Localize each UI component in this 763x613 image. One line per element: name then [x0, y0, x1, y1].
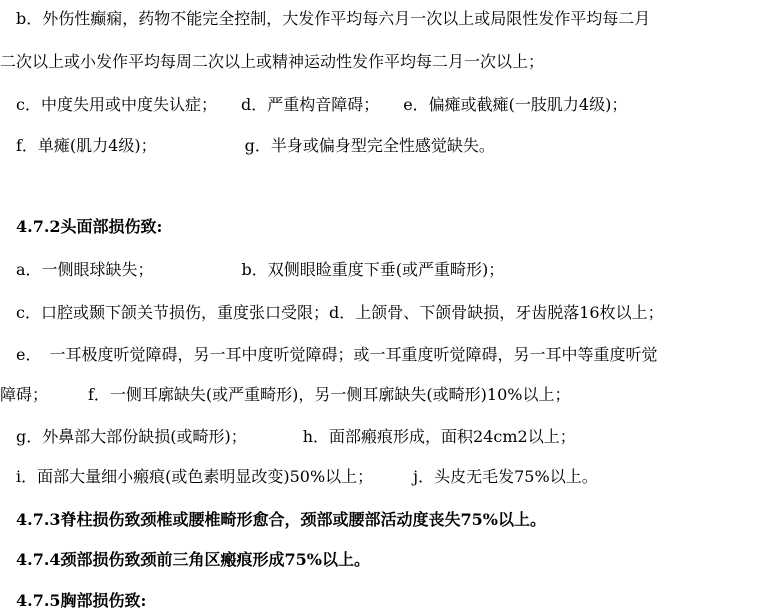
item-hearing-line-1: e． 一耳极度听觉障碍，另一耳中度听觉障碍；或一耳重度听觉障碍，另一耳中等重度听觉 — [0, 345, 658, 364]
item-nose-line: g．外鼻部大部份缺损(或畸形)； h．面部瘢痕形成，面积24cm2以上； — [0, 427, 576, 446]
item-scar-line: i．面部大量细小瘢痕(或色素明显改变)50%以上； j．头皮无毛发75%以上。 — [0, 467, 598, 486]
item-eye-line: a．一侧眼球缺失； b．双侧眼睑重度下垂(或严重畸形)； — [0, 260, 505, 279]
section-heading-4-7-5: 4.7.5胸部损伤致: — [0, 591, 147, 610]
paragraph-monoplegia-line: f．单瘫(肌力4级)； g．半身或偏身型完全性感觉缺失。 — [0, 136, 495, 155]
section-heading-4-7-3: 4.7.3脊柱损伤致颈椎或腰椎畸形愈合，颈部或腰部活动度丧失75%以上。 — [0, 510, 547, 529]
section-heading-4-7-2: 4.7.2头面部损伤致: — [0, 217, 163, 236]
paragraph-epilepsy-line-2: 二次以上或小发作平均每周二次以上或精神运动性发作平均每二月一次以上； — [0, 52, 545, 71]
paragraph-aphasia-line: c．中度失用或中度失认症； d．严重构音障碍； e．偏瘫或截瘫(一肢肌力4级)； — [0, 95, 628, 114]
item-jaw-line: c．口腔或颞下颌关节损伤，重度张口受限；d．上颌骨、下颌骨缺损，牙齿脱落16枚以上； — [0, 303, 664, 322]
item-hearing-line-2: 障碍； f．一侧耳廓缺失(或严重畸形)，另一侧耳廓缺失(或畸形)10%以上； — [0, 385, 571, 404]
section-heading-4-7-4: 4.7.4颈部损伤致颈前三角区瘢痕形成75%以上。 — [0, 550, 371, 569]
paragraph-epilepsy-line-1: b．外伤性癫痫，药物不能完全控制，大发作平均每六月一次以上或局限性发作平均每二月 — [0, 9, 651, 28]
